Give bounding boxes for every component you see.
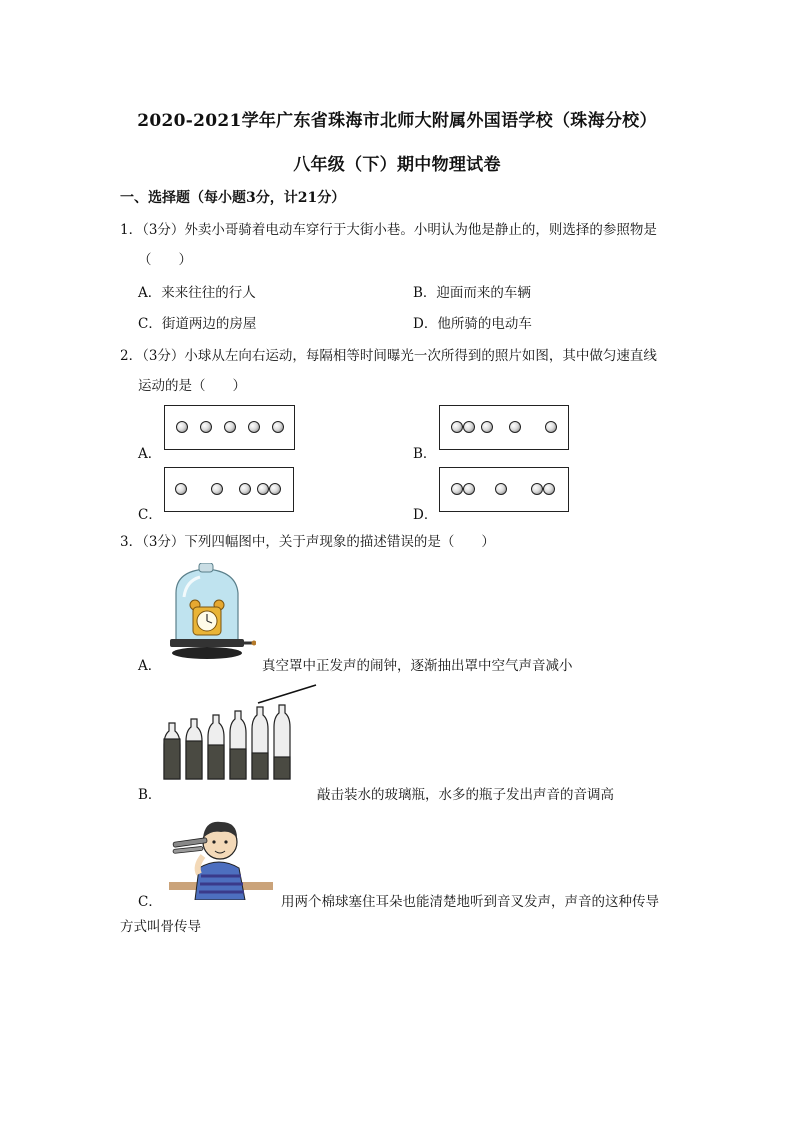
ball <box>481 421 493 433</box>
ball <box>272 421 284 433</box>
glass-bottles-image <box>160 683 320 783</box>
ball <box>175 483 187 495</box>
q2-stem: 2．（3分）小球从左向右运动，每隔相等时间曝光一次所得到的照片如图，其中做匀速直线 <box>120 348 657 364</box>
q2-option-d-figure[interactable] <box>439 467 569 512</box>
ball <box>463 421 475 433</box>
ball <box>495 483 507 495</box>
boy-tuning-fork-image <box>165 810 275 900</box>
q2-option-b-label[interactable]: B． <box>413 446 437 462</box>
q1-option-c[interactable]: C．街道两边的房屋 <box>138 316 257 332</box>
paper-title-line1: 2020-2021学年广东省珠海市北师大附属外国语学校（珠海分校） <box>137 111 657 131</box>
ball <box>239 483 251 495</box>
ball <box>176 421 188 433</box>
ball <box>531 483 543 495</box>
q3-option-c-text-line2: 方式叫骨传导 <box>120 919 201 935</box>
ball <box>269 483 281 495</box>
section-heading: 一、选择题（每小题3分，计21分） <box>120 190 346 206</box>
q3-option-c-label[interactable]: C． <box>138 894 162 910</box>
ball <box>545 421 557 433</box>
q3-option-a-text: 真空罩中正发声的闹钟，逐渐抽出罩中空气声音减小 <box>262 658 573 674</box>
q3-option-b-text: 敲击装水的玻璃瓶，水多的瓶子发出声音的音调高 <box>317 787 614 803</box>
q3-option-a-label[interactable]: A． <box>138 658 162 674</box>
ball <box>257 483 269 495</box>
q1-option-b[interactable]: B．迎面而来的车辆 <box>413 285 531 301</box>
q2-option-c-label[interactable]: C． <box>138 507 162 523</box>
q2-option-d-label[interactable]: D． <box>413 507 438 523</box>
ball <box>463 483 475 495</box>
ball <box>211 483 223 495</box>
ball <box>224 421 236 433</box>
ball <box>451 421 463 433</box>
q1-stem-paren: （ ） <box>138 252 192 268</box>
q3-option-b-label[interactable]: B． <box>138 787 162 803</box>
ball <box>543 483 555 495</box>
ball <box>200 421 212 433</box>
q1-option-a[interactable]: A．来来往往的行人 <box>138 285 256 301</box>
ball <box>509 421 521 433</box>
q3-stem: 3．（3分）下列四幅图中，关于声现象的描述错误的是（ ） <box>120 534 495 550</box>
ball <box>451 483 463 495</box>
q1-stem: 1．（3分）外卖小哥骑着电动车穿行于大街小巷。小明认为他是静止的，则选择的参照物是 <box>120 222 657 238</box>
q2-stem-line2: 运动的是（ ） <box>138 378 246 394</box>
ball <box>248 421 260 433</box>
q1-option-d[interactable]: D．他所骑的电动车 <box>413 316 532 332</box>
q2-option-b-figure[interactable] <box>439 405 569 450</box>
q2-option-c-figure[interactable] <box>164 467 294 512</box>
q3-option-c-text: 用两个棉球塞住耳朵也能清楚地听到音叉发声，声音的这种传导 <box>281 894 659 910</box>
q2-option-a-figure[interactable] <box>164 405 295 450</box>
q2-option-a-label[interactable]: A． <box>138 446 162 462</box>
paper-title-line2: 八年级（下）期中物理试卷 <box>293 155 501 175</box>
bell-jar-clock-image <box>168 563 256 663</box>
